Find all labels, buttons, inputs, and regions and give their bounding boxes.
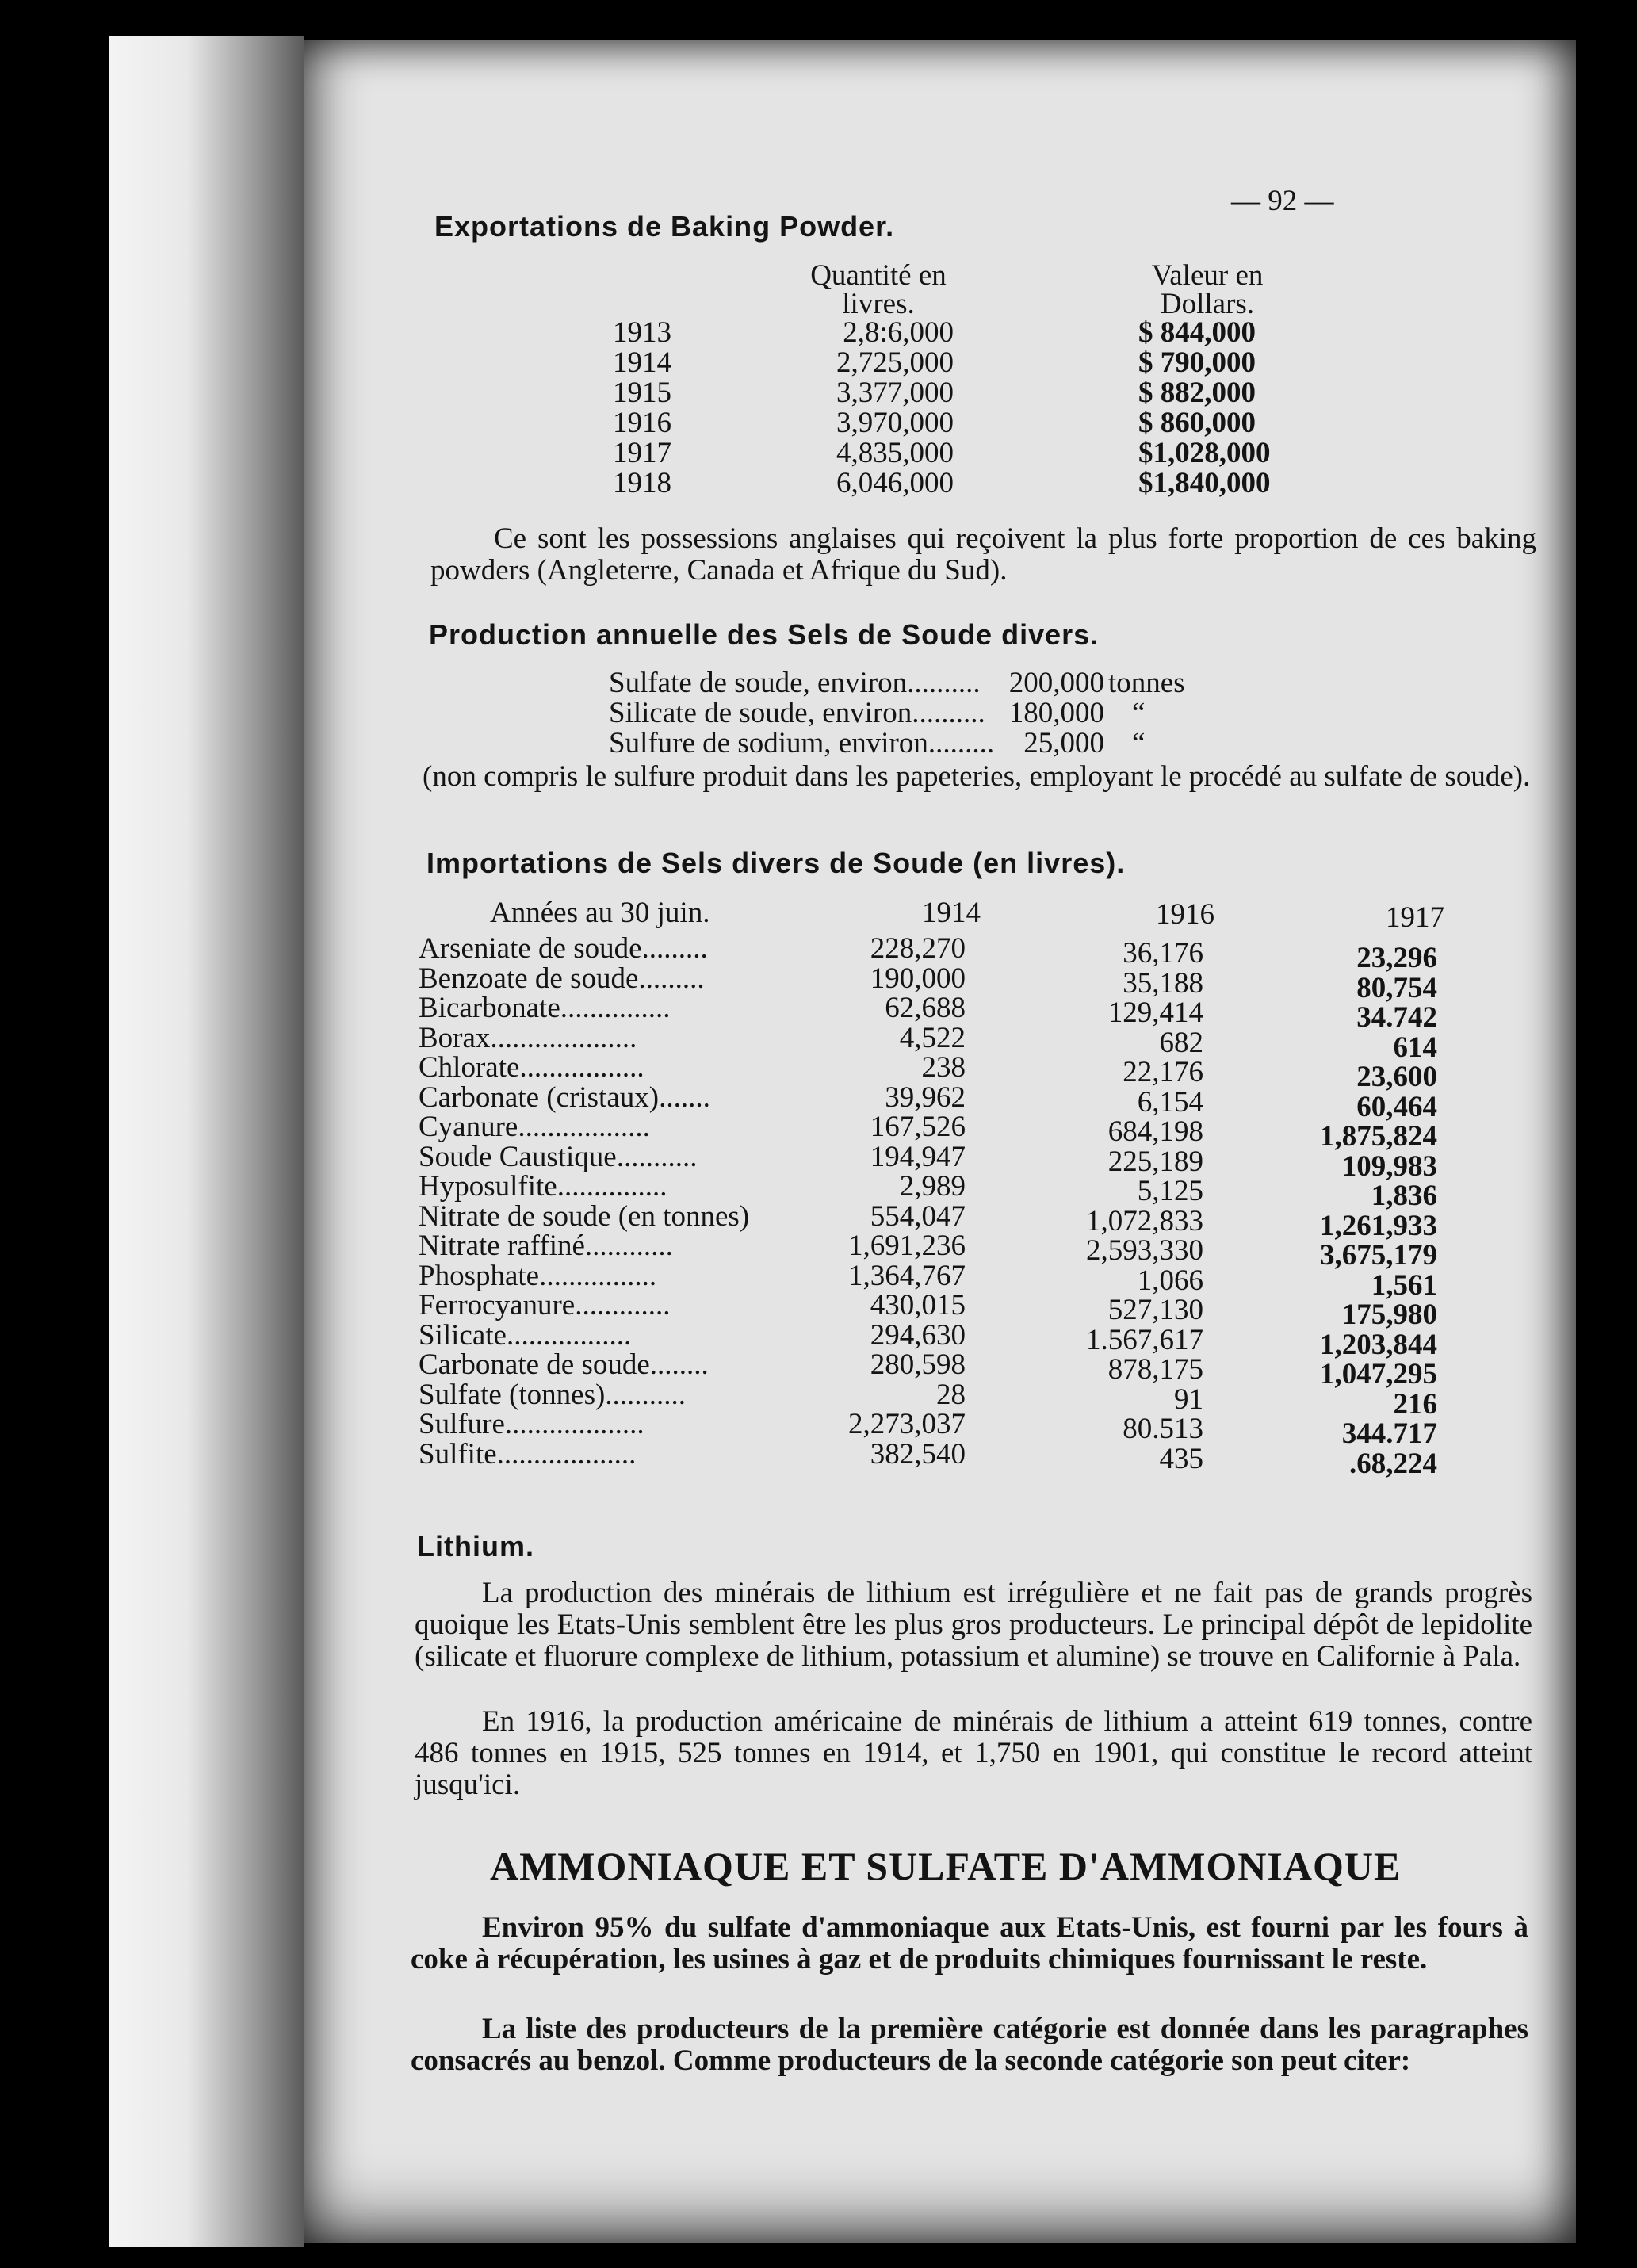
- baking-quantity: 4,835,000: [836, 437, 954, 469]
- production-label: Silicate de soude, environ..........: [609, 697, 985, 729]
- imports-row: [419, 1437, 1481, 1480]
- production-unit: “: [1132, 727, 1146, 759]
- baking-year: 1916: [613, 407, 671, 439]
- imports-value-1914: 2,989: [899, 1170, 966, 1203]
- imports-value-1916: 80.513: [1123, 1413, 1203, 1445]
- imports-value-1916: 1,066: [1137, 1264, 1203, 1297]
- imports-label: Borax....................: [419, 1021, 637, 1054]
- imports-value-1914: 430,015: [870, 1289, 966, 1321]
- imports-row: [419, 991, 1481, 1034]
- imports-value-1916: 2,593,330: [1086, 1234, 1203, 1267]
- imports-value-1916: 1.567,617: [1086, 1323, 1203, 1356]
- imports-value-1917: 23,600: [1356, 1061, 1437, 1093]
- imports-label: Carbonate de soude........: [419, 1348, 709, 1381]
- imports-value-1914: 190,000: [870, 962, 966, 995]
- imports-row: [419, 1199, 1481, 1242]
- imports-row: [419, 1318, 1481, 1361]
- baking-quantity: 2,725,000: [836, 346, 954, 379]
- production-value: 200,000: [1008, 667, 1104, 699]
- imports-value-1917: 216: [1393, 1387, 1437, 1421]
- baking-col-value: Valeur en Dollars.: [1151, 259, 1264, 320]
- baking-value: $ 882,000: [1138, 377, 1256, 409]
- imports-year-1916: 1916: [1156, 898, 1214, 931]
- imports-label: Nitrate de soude (en tonnes): [419, 1199, 750, 1233]
- baking-year: 1915: [613, 377, 671, 409]
- production-row: [609, 666, 1370, 699]
- imports-value-1914: 294,630: [870, 1318, 966, 1352]
- imports-value-1916: 36,176: [1123, 937, 1203, 970]
- production-row: [609, 696, 1370, 729]
- imports-value-1917: 1,836: [1371, 1180, 1437, 1212]
- imports-value-1917: .68,224: [1349, 1447, 1437, 1480]
- imports-value-1914: 382,540: [870, 1437, 966, 1471]
- baking-table: [613, 316, 1310, 499]
- imports-value-1917: 80,754: [1356, 971, 1437, 1004]
- imports-row: [419, 1229, 1481, 1272]
- imports-value-1916: 684,198: [1107, 1115, 1203, 1148]
- imports-value-1914: 62,688: [885, 992, 966, 1024]
- imports-row: [419, 1080, 1481, 1123]
- baking-year: 1913: [613, 316, 671, 349]
- production-table: [609, 666, 1370, 759]
- imports-row: [419, 1348, 1481, 1390]
- imports-row: [419, 1140, 1481, 1183]
- imports-value-1917: 614: [1393, 1031, 1437, 1064]
- baking-value: $1,028,000: [1138, 437, 1271, 469]
- imports-value-1916: 878,175: [1107, 1353, 1203, 1386]
- imports-row: [419, 1407, 1481, 1450]
- imports-value-1916: 527,130: [1107, 1294, 1203, 1326]
- baking-row: [613, 466, 1310, 499]
- imports-label: Sulfate (tonnes)...........: [419, 1378, 687, 1411]
- ammoniaque-paragraph-2: La liste des producteurs de la première catégorie est donnée dans les paragraphes consacrés au benzol. Comme producteurs de la seconde catégorie son peut citer:: [411, 2013, 1528, 2077]
- imports-row: [419, 962, 1481, 1004]
- imports-value-1914: 194,947: [870, 1140, 966, 1173]
- baking-value: $ 860,000: [1138, 407, 1256, 439]
- imports-label: Nitrate raffiné............: [419, 1230, 673, 1262]
- baking-value: $ 790,000: [1138, 346, 1256, 379]
- imports-value-1914: 1,364,767: [848, 1259, 966, 1292]
- production-heading: Production annuelle des Sels de Soude divers.: [429, 618, 1100, 651]
- imports-value-1916: 35,188: [1123, 966, 1203, 1000]
- imports-year-1914: 1914: [922, 897, 981, 929]
- imports-value-1917: 23,296: [1356, 942, 1437, 974]
- baking-row: [613, 376, 1310, 409]
- ammoniaque-paragraph-1: Environ 95% du sulfate d'ammoniaque aux Etats-Unis, est fourni par les fours à coke à récupération, les usines à gaz et de produits chimiques fournissant le reste.: [411, 1911, 1528, 1975]
- imports-label: Hyposulfite...............: [419, 1170, 667, 1203]
- left-margin-strip: [109, 36, 304, 2247]
- baking-row: [613, 316, 1310, 349]
- baking-year: 1918: [613, 467, 671, 499]
- imports-value-1916: 91: [1174, 1383, 1203, 1416]
- imports-row: [419, 931, 1481, 974]
- imports-row: [419, 1110, 1481, 1153]
- imports-value-1917: 3,675,179: [1320, 1239, 1437, 1272]
- production-unit: “: [1132, 697, 1146, 729]
- imports-value-1914: 4,522: [899, 1021, 966, 1054]
- ammoniaque-title: AMMONIAQUE ET SULFATE D'AMMONIAQUE: [490, 1844, 1402, 1888]
- imports-label: Sulfure...................: [419, 1408, 644, 1440]
- imports-value-1914: 2,273,037: [848, 1408, 966, 1440]
- baking-value: $1,840,000: [1138, 467, 1271, 499]
- imports-row: [419, 1288, 1481, 1331]
- imports-value-1916: 6,154: [1137, 1085, 1203, 1119]
- imports-label: Ferrocyanure.............: [419, 1289, 671, 1321]
- imports-value-1916: 22,176: [1123, 1056, 1203, 1088]
- baking-row: [613, 436, 1310, 469]
- imports-value-1914: 167,526: [870, 1111, 966, 1143]
- imports-table: [419, 931, 1481, 1480]
- imports-value-1917: 344.717: [1341, 1417, 1437, 1450]
- imports-label: Carbonate (cristaux).......: [419, 1080, 710, 1114]
- imports-value-1917: 60,464: [1356, 1090, 1437, 1123]
- imports-value-1917: 1,203,844: [1320, 1328, 1437, 1361]
- lithium-paragraph-2: En 1916, la production américaine de minérais de lithium a atteint 619 tonnes, contre 486 tonnes en 1915, 525 tonnes en 1914, et 1,750 en 1901, qui constitue le record atteint jusqu'ici.: [415, 1705, 1532, 1801]
- imports-row: [419, 1021, 1481, 1064]
- imports-value-1914: 228,270: [870, 932, 966, 965]
- imports-value-1914: 554,047: [870, 1199, 966, 1233]
- imports-year-1917: 1917: [1386, 901, 1444, 934]
- imports-row: [419, 1259, 1481, 1302]
- imports-year-label: Années au 30 juin.: [490, 897, 710, 929]
- imports-label: Sulfite...................: [419, 1437, 637, 1471]
- imports-heading: Importations de Sels divers de Soude (en livres).: [426, 847, 1126, 879]
- imports-value-1917: 1,261,933: [1320, 1209, 1437, 1242]
- lithium-paragraph-1: La production des minérais de lithium est irrégulière et ne fait pas de grands progrès quoique les Etats-Unis semblent être les plus gros producteurs. Le principal dépôt de lepidolite (silicate et fluorure complexe de lithium, potassium et alumine) se trouve en Californie à Pala.: [415, 1577, 1532, 1673]
- lithium-heading: Lithium.: [417, 1530, 534, 1562]
- baking-year: 1917: [613, 437, 671, 469]
- imports-label: Phosphate................: [419, 1259, 657, 1292]
- imports-label: Chlorate.................: [419, 1051, 644, 1084]
- production-note: (non compris le sulfure produit dans les papeteries, employant le procédé au sulfate de soude).: [423, 760, 1531, 793]
- book-page: [304, 40, 1576, 2243]
- production-unit: tonnes: [1108, 667, 1185, 699]
- imports-label: Cyanure..................: [419, 1111, 650, 1143]
- imports-value-1916: 5,125: [1137, 1175, 1203, 1207]
- baking-quantity: 3,970,000: [836, 407, 954, 439]
- imports-value-1916: 682: [1159, 1026, 1203, 1059]
- imports-value-1917: 109,983: [1341, 1149, 1437, 1183]
- imports-row: [419, 1050, 1481, 1093]
- production-label: Sulfure de sodium, environ.........: [609, 727, 995, 759]
- imports-label: Soude Caustique...........: [419, 1140, 698, 1173]
- imports-row: [419, 1169, 1481, 1212]
- imports-label: Arseniate de soude.........: [419, 932, 708, 965]
- imports-value-1916: 1,072,833: [1086, 1204, 1203, 1237]
- imports-value-1916: 225,189: [1107, 1145, 1203, 1178]
- baking-heading: Exportations de Baking Powder.: [434, 210, 895, 243]
- production-value: 180,000: [1008, 697, 1104, 729]
- imports-value-1914: 28: [936, 1378, 966, 1411]
- imports-row: [419, 1378, 1481, 1421]
- imports-value-1914: 1,691,236: [848, 1230, 966, 1262]
- imports-value-1916: 435: [1159, 1442, 1203, 1475]
- imports-value-1917: 1,875,824: [1320, 1120, 1437, 1153]
- imports-value-1917: 1,561: [1371, 1268, 1437, 1302]
- baking-col-qty: Quantité en livres.: [810, 259, 947, 320]
- page-number: — 92 —: [1231, 185, 1334, 217]
- imports-value-1916: 129,414: [1107, 996, 1203, 1029]
- baking-year: 1914: [613, 346, 671, 379]
- imports-label: Benzoate de soude.........: [419, 962, 705, 995]
- imports-value-1917: 34.742: [1356, 1001, 1437, 1034]
- imports-value-1917: 175,980: [1341, 1298, 1437, 1331]
- production-row: [609, 726, 1370, 759]
- imports-label: Bicarbonate...............: [419, 992, 671, 1024]
- imports-value-1917: 1,047,295: [1320, 1358, 1437, 1390]
- imports-label: Silicate.................: [419, 1318, 632, 1352]
- baking-note: Ce sont les possessions anglaises qui reçoivent la plus forte proportion de ces baking powders (Angleterre, Canada et Afrique du Sud).: [430, 522, 1536, 587]
- imports-value-1914: 39,962: [885, 1080, 966, 1114]
- baking-row: [613, 346, 1310, 379]
- baking-quantity: 3,377,000: [836, 377, 954, 409]
- production-value: 25,000: [1023, 727, 1104, 759]
- baking-row: [613, 406, 1310, 439]
- baking-quantity: 2,8:6,000: [843, 316, 954, 349]
- imports-value-1914: 238: [921, 1051, 966, 1084]
- baking-value: $ 844,000: [1138, 316, 1256, 349]
- baking-quantity: 6,046,000: [836, 467, 954, 499]
- imports-value-1914: 280,598: [870, 1348, 966, 1381]
- production-label: Sulfate de soude, environ..........: [609, 667, 981, 699]
